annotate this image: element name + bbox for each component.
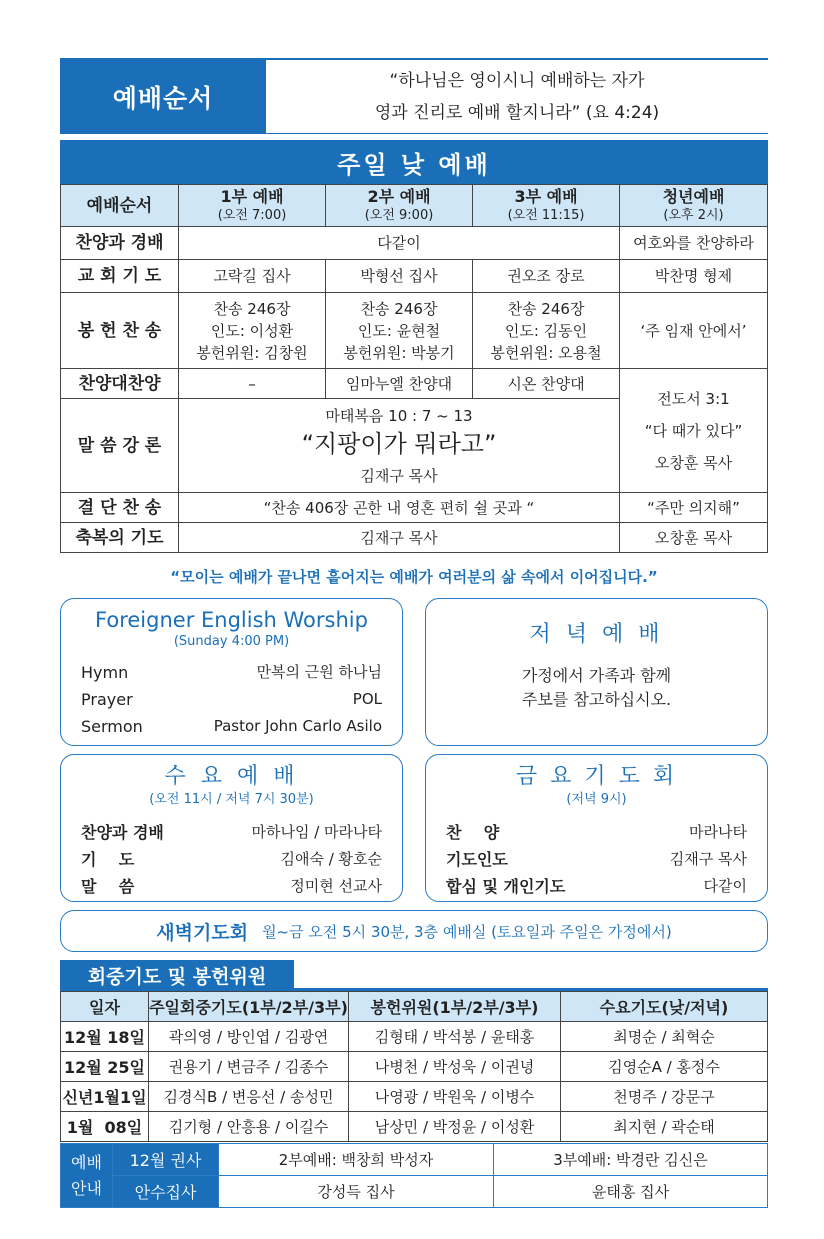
wednesday-worship-box [60, 754, 403, 902]
decision-hymn-row [61, 493, 768, 523]
wednesday-time: (오전 11시 / 저녁 7시 30분) [149, 792, 314, 807]
dawn-detail: 월~금 오전 5시 30분, 3층 예배실 (토요일과 주일은 가정에서) [262, 922, 672, 941]
item-key: Hymn [81, 663, 129, 682]
service-3-name: 3부 예배 [514, 187, 578, 206]
row-label: 교 회 기 도 [61, 260, 179, 293]
dawn-title: 새벽기도회 [156, 921, 249, 944]
evening-line-1: 가정에서 가족과 함께 [521, 666, 672, 685]
friday-prayer-box [425, 754, 768, 902]
offering-s3 [473, 293, 620, 369]
choir-s2: 임마누엘 찬양대 [326, 369, 473, 399]
row-label: 축복의 기도 [61, 523, 179, 553]
col-header: 봉헌위원(1부/2부/3부) [349, 992, 561, 1022]
list-item [81, 686, 382, 713]
table-cell: 김형태 / 박석봉 / 윤태홍 [349, 1022, 561, 1052]
scripture: 마태복음 10 : 7 ~ 13 [325, 406, 473, 425]
prayer-s1: 고락길 집사 [179, 260, 326, 293]
date-cell: 신년1월1일 [61, 1082, 149, 1112]
praise-row [61, 227, 768, 260]
table-cell: 김경식B / 변응선 / 송성민 [149, 1082, 349, 1112]
table-cell: 남상민 / 박정윤 / 이성환 [349, 1112, 561, 1142]
item-value: Pastor John Carlo Asilo [213, 717, 382, 735]
hymn: 찬송 246장 [360, 299, 438, 318]
offering-s2 [326, 293, 473, 369]
item-value: 정미현 선교사 [290, 877, 382, 895]
item-key: 기도인도 [446, 850, 508, 869]
guide-row-key: 12월 권사 [113, 1144, 219, 1176]
item-key: Sermon [81, 717, 143, 736]
sermon-main [179, 399, 620, 493]
table-row [61, 1052, 768, 1082]
service-1-name: 1부 예배 [220, 187, 284, 206]
row-label: 찬양대찬양 [61, 369, 179, 399]
header-verse [266, 60, 768, 133]
list-item [81, 846, 382, 873]
praise-main: 다같이 [179, 227, 620, 260]
list-item [81, 659, 382, 686]
item-value: 만복의 근원 하나님 [256, 663, 382, 681]
date-cell: 1월 08일 [61, 1112, 149, 1142]
preacher: 김재구 목사 [360, 466, 438, 485]
table-row [61, 1144, 768, 1176]
decision-youth: “주만 의지해” [620, 493, 768, 523]
offering-committee: 봉헌위원: 김창원 [196, 343, 308, 362]
item-value: 다같이 [703, 877, 747, 895]
evening-title: 저 녁 예 배 [529, 622, 664, 647]
prayer-s2: 박형선 집사 [326, 260, 473, 293]
offering-s1 [179, 293, 326, 369]
choir-s1: – [179, 369, 326, 399]
row-label: 봉 헌 찬 송 [61, 293, 179, 369]
verse-line-2: 영과 진리로 예배 할지니라” (요 4:24) [374, 102, 660, 123]
church-prayer-row [61, 260, 768, 293]
sermon-title: “지팡이가 뭐라고” [301, 429, 497, 458]
item-value: 김재구 목사 [669, 850, 747, 868]
youth-service-name: 청년예배 [662, 187, 725, 206]
col-header: 일자 [61, 992, 149, 1022]
leader: 인도: 윤현철 [357, 321, 441, 340]
table-cell: 김영순A / 홍정수 [561, 1052, 768, 1082]
service-1-header [179, 185, 326, 227]
table-row [61, 1112, 768, 1142]
row-label: 말 씀 강 론 [61, 399, 179, 493]
leader: 인도: 이성환 [210, 321, 294, 340]
table-cell: 강성득 집사 [219, 1176, 494, 1208]
sunday-service-table [60, 184, 768, 553]
praise-youth: 여호와를 찬양하라 [620, 227, 768, 260]
service-2-time: (오전 9:00) [364, 208, 434, 223]
item-key: 찬양과 경배 [81, 823, 164, 842]
col-header: 주일회중기도(1부/2부/3부) [149, 992, 349, 1022]
table-cell: 3부예배: 박경란 김신은 [494, 1144, 768, 1176]
service-2-header [326, 185, 473, 227]
list-item [446, 819, 747, 846]
service-3-header [473, 185, 620, 227]
prayer-s3: 권오조 장로 [473, 260, 620, 293]
table-cell: 나병천 / 박성욱 / 이권녕 [349, 1052, 561, 1082]
item-value: POL [352, 690, 382, 708]
choir-row [61, 369, 768, 399]
item-value: 마라나타 [689, 823, 747, 841]
motto: “모이는 예배가 끝나면 흩어지는 예배가 여러분의 삶 속에서 이어집니다.” [170, 568, 658, 586]
table-row [61, 1022, 768, 1052]
sermon-youth [620, 369, 768, 493]
table-cell: 권용기 / 변금주 / 김종수 [149, 1052, 349, 1082]
guide-label [61, 1144, 113, 1208]
list-item [446, 846, 747, 873]
item-key: Prayer [81, 690, 133, 709]
service-1-time: (오전 7:00) [217, 208, 287, 223]
item-key: 기 도 [81, 850, 135, 869]
worship-guide-table [60, 1143, 768, 1208]
evening-worship-box [425, 598, 768, 746]
table-cell: 윤태홍 집사 [494, 1176, 768, 1208]
table-cell: 천명주 / 강문구 [561, 1082, 768, 1112]
foreigner-time: (Sunday 4:00 PM) [173, 634, 290, 649]
date-cell: 12월 25일 [61, 1052, 149, 1082]
hymn: 찬송 246장 [507, 299, 585, 318]
guide-row-key: 안수집사 [113, 1176, 219, 1208]
youth-preacher: 오창훈 목사 [654, 453, 733, 472]
prayer-youth: 박찬명 형제 [620, 260, 768, 293]
page-title: 예배순서 [60, 60, 266, 133]
page-header [60, 58, 768, 134]
offering-row [61, 293, 768, 369]
table-cell: 최명순 / 최혁순 [561, 1022, 768, 1052]
offering-youth: ‘주 임재 안에서’ [620, 293, 768, 369]
dawn-prayer-box [60, 910, 768, 952]
service-3-time: (오전 11:15) [507, 208, 585, 223]
offering-committee: 봉헌위원: 오용철 [490, 343, 602, 362]
committee-title: 회중기도 및 봉헌위원 [60, 960, 294, 990]
blessing-row [61, 523, 768, 553]
table-cell: 곽의영 / 방인엽 / 김광연 [149, 1022, 349, 1052]
row-label: 결 단 찬 송 [61, 493, 179, 523]
service-2-name: 2부 예배 [367, 187, 431, 206]
youth-scripture: 전도서 3:1 [657, 389, 730, 408]
blessing-youth: 오창훈 목사 [620, 523, 768, 553]
row-label: 찬양과 경배 [61, 227, 179, 260]
col-label: 예배순서 [61, 185, 179, 227]
verse-line-1: “하나님은 영이시니 예배하는 자가 [389, 70, 645, 91]
offering-committee: 봉헌위원: 박봉기 [343, 343, 455, 362]
table-row [61, 1082, 768, 1112]
blessing-main: 김재구 목사 [179, 523, 620, 553]
youth-sermon-title: “다 때가 있다” [644, 421, 743, 440]
list-item [81, 713, 382, 740]
evening-line-2: 주보를 참고하십시오. [521, 690, 672, 709]
foreigner-worship-box [60, 598, 403, 746]
list-item [81, 819, 382, 846]
table-header-row [61, 992, 768, 1022]
item-key: 합심 및 개인기도 [446, 877, 566, 896]
table-cell: 최지현 / 곽순태 [561, 1112, 768, 1142]
list-item [446, 873, 747, 900]
item-key: 말 씀 [81, 877, 135, 896]
table-row [61, 1176, 768, 1208]
table-cell: 나영광 / 박원욱 / 이병수 [349, 1082, 561, 1112]
leader: 인도: 김동인 [504, 321, 588, 340]
table-header-row [61, 185, 768, 227]
committee-table [60, 991, 768, 1142]
guide-label-text: 예배 안내 [71, 1152, 102, 1198]
decision-main: “찬송 406장 곤한 내 영혼 편히 쉴 곳과 “ [179, 493, 620, 523]
table-cell: 김기형 / 안흥용 / 이길수 [149, 1112, 349, 1142]
item-value: 김애숙 / 황호순 [280, 850, 382, 868]
table-cell: 2부예배: 백창희 박성자 [219, 1144, 494, 1176]
list-item [81, 873, 382, 900]
youth-service-header [620, 185, 768, 227]
friday-title: 금 요 기 도 회 [515, 764, 678, 789]
col-header: 수요기도(낮/저녁) [561, 992, 768, 1022]
date-cell: 12월 18일 [61, 1022, 149, 1052]
foreigner-title: Foreigner English Worship [95, 608, 368, 632]
choir-s3: 시온 찬양대 [473, 369, 620, 399]
friday-time: (저녁 9시) [566, 792, 627, 807]
item-key: 찬 양 [446, 823, 500, 842]
hymn: 찬송 246장 [213, 299, 291, 318]
sunday-service-title: 주일 낮 예배 [60, 140, 768, 184]
item-value: 마하나임 / 마라나타 [251, 823, 382, 841]
wednesday-title: 수 요 예 배 [164, 764, 299, 789]
youth-service-time: (오후 2시) [663, 208, 724, 223]
